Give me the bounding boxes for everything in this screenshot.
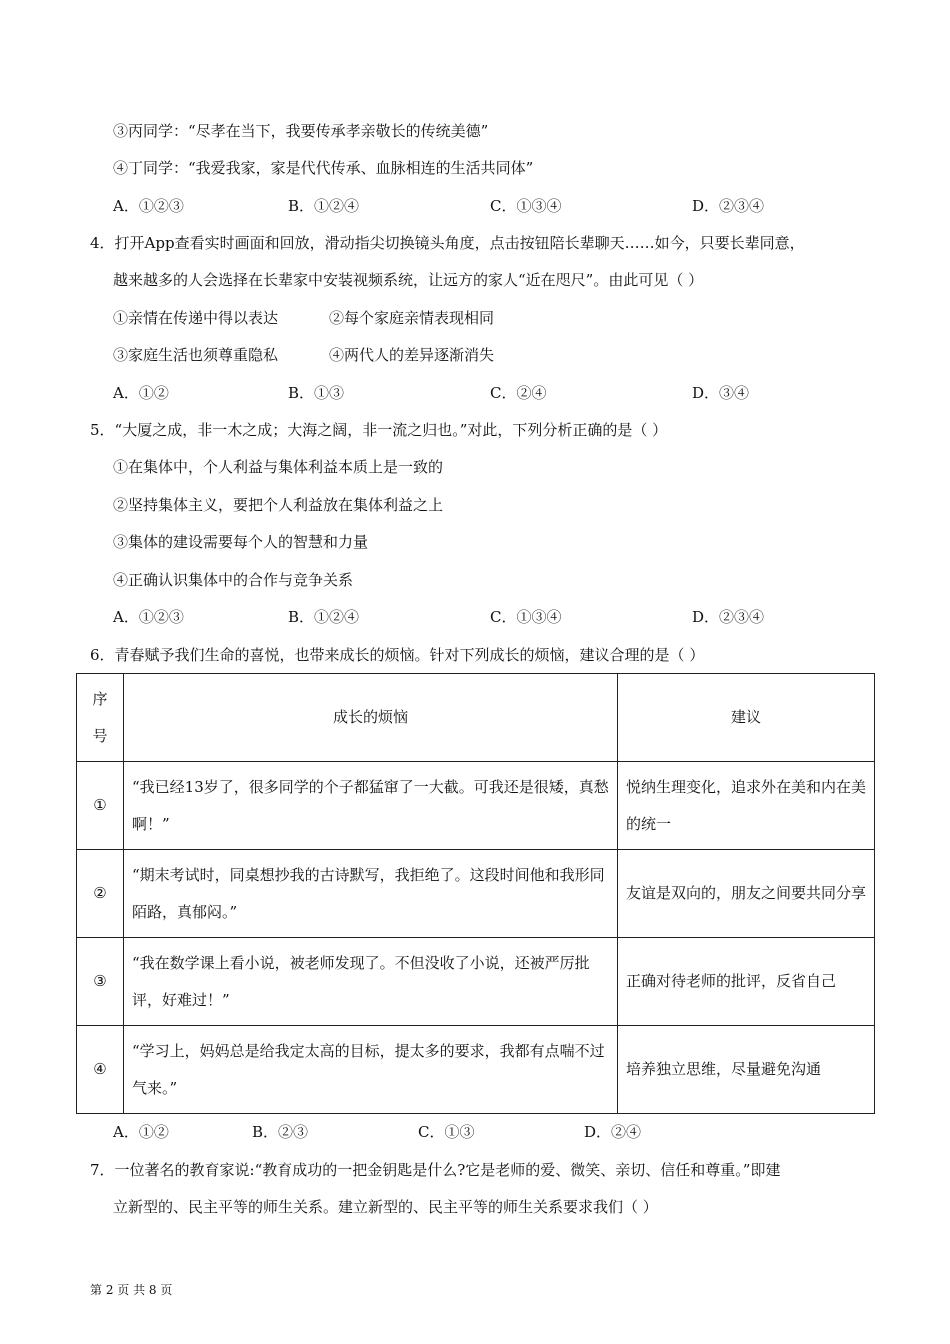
q5-option-c: C．①③④: [490, 608, 562, 626]
q4-option-c: C．②④: [490, 384, 547, 402]
page-footer: 第 2 页 共 8 页: [90, 1283, 173, 1297]
q7-stem-line-2: 立新型的、民主平等的师生关系。建立新型的、民主平等的师生关系要求我们（ ）: [113, 1198, 658, 1216]
header-cell-advice: 建议: [618, 674, 875, 762]
row-advice: 培养独立思维，尽量避免沟通: [618, 1026, 875, 1114]
q4-item-2: ②每个家庭亲情表现相同: [329, 309, 495, 327]
q4-stem-line-2: 越来越多的人会选择在长辈家中安装视频系统，让远方的家人“近在咫尺”。由此可见（ ）: [113, 271, 704, 289]
q3-option-c: C．①③④: [490, 197, 562, 215]
header-cell-trouble: 成长的烦恼: [124, 674, 618, 762]
q4-option-b: B．①③: [288, 384, 345, 402]
q4-item-3: ③家庭生活也须尊重隐私: [113, 346, 279, 364]
q3-item-3: ③丙同学：“尽孝在当下，我要传承孝亲敬长的传统美德”: [113, 122, 489, 140]
row-advice: 友谊是双向的，朋友之间要共同分享: [618, 850, 875, 938]
header-cell-index: 序号: [77, 674, 124, 762]
row-advice: 悦纳生理变化，追求外在美和内在美的统一: [618, 762, 875, 850]
q4-stem-line-1: 4．打开App查看实时画面和回放，滑动指尖切换镜头角度，点击按钮陪长辈聊天……如今，只要长辈同意，: [90, 234, 805, 252]
row-index: ③: [77, 938, 124, 1026]
q6-option-a: A．①②: [113, 1123, 169, 1141]
q4-item-4: ④两代人的差异逐渐消失: [329, 346, 495, 364]
q5-item-4: ④正确认识集体中的合作与竞争关系: [113, 571, 354, 589]
row-trouble: “期末考试时，同桌想抄我的古诗默写，我拒绝了。这段时间他和我形同陌路，真郁闷。”: [124, 850, 618, 938]
table-row: [77, 1026, 875, 1114]
q5-option-a: A．①②③: [113, 608, 184, 626]
table-row: [77, 762, 875, 850]
growth-troubles-table: [76, 673, 875, 1114]
q7-stem-line-1: 7．一位著名的教育家说:“教育成功的一把金钥匙是什么?它是老师的爱、微笑、亲切、信任和尊重。”即建: [90, 1161, 781, 1179]
q3-option-b: B．①②④: [288, 197, 360, 215]
row-index: ①: [77, 762, 124, 850]
row-trouble: “我已经13岁了，很多同学的个子都猛窜了一大截。可我还是很矮，真愁啊！”: [124, 762, 618, 850]
q4-option-a: A．①②: [113, 384, 169, 402]
table-row: [77, 850, 875, 938]
row-trouble: “学习上，妈妈总是给我定太高的目标，提太多的要求，我都有点喘不过气来。”: [124, 1026, 618, 1114]
q5-option-d: D．②③④: [692, 608, 765, 626]
q3-item-4: ④丁同学：“我爱我家，家是代代传承、血脉相连的生活共同体”: [113, 159, 534, 177]
q5-option-b: B．①②④: [288, 608, 360, 626]
table-row: [77, 938, 875, 1026]
row-trouble: “我在数学课上看小说，被老师发现了。不但没收了小说，还被严厉批评，好难过！”: [124, 938, 618, 1026]
q6-option-c: C．①③: [418, 1123, 475, 1141]
row-index: ④: [77, 1026, 124, 1114]
q4-option-d: D．③④: [692, 384, 750, 402]
q3-option-d: D．②③④: [692, 197, 765, 215]
q5-item-2: ②坚持集体主义，要把个人利益放在集体利益之上: [113, 496, 444, 514]
q6-stem: 6．青春赋予我们生命的喜悦，也带来成长的烦恼。针对下列成长的烦恼，建议合理的是（ ）: [90, 646, 705, 664]
row-advice: 正确对待老师的批评，反省自己: [618, 938, 875, 1026]
q6-option-d: D．②④: [584, 1123, 642, 1141]
table-header-row: [77, 674, 875, 762]
q3-option-a: A．①②③: [113, 197, 184, 215]
q5-item-1: ①在集体中，个人利益与集体利益本质上是一致的: [113, 458, 444, 476]
row-index: ②: [77, 850, 124, 938]
q6-option-b: B．②③: [252, 1123, 309, 1141]
q4-item-1: ①亲情在传递中得以表达: [113, 309, 279, 327]
q5-stem: 5．“大厦之成，非一木之成；大海之阔，非一流之归也。”对此，下列分析正确的是（ ）: [90, 421, 668, 439]
q5-item-3: ③集体的建设需要每个人的智慧和力量: [113, 533, 369, 551]
